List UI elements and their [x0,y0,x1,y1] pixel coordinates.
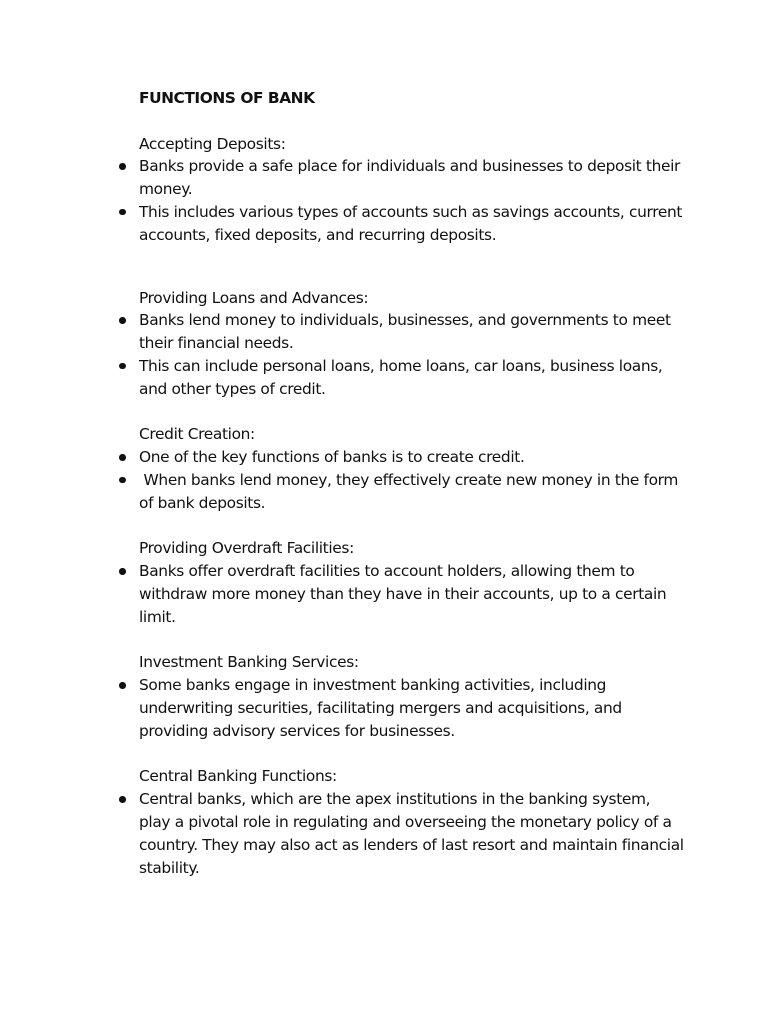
section-heading: Providing Overdraft Facilities: [139,539,354,558]
section-credit-creation [139,423,684,514]
list-item-text: This can include personal loans, home loans, car loans, business loans, and other types of credit. [139,356,663,398]
list-item [139,560,684,628]
list-item-text: Banks offer overdraft facilities to account holders, allowing them to withdraw more money than they have in their accounts, up to a certain limit. [139,562,667,626]
list-item-text: Banks provide a safe place for individuals and businesses to deposit their money. [139,157,681,199]
bullet-icon [119,454,126,461]
bullet-icon [119,796,126,803]
bullet-list [139,309,684,400]
section-overdraft-facilities [139,537,684,628]
list-item-text: When banks lend money, they effectively create new money in the form of bank deposits. [139,470,683,512]
list-item [139,446,684,469]
spacer [139,743,684,766]
bullet-icon [119,163,126,170]
section-heading: Central Banking Functions: [139,767,337,786]
section-accepting-deposits [139,133,684,247]
bullet-list [139,674,684,742]
list-item [139,355,684,401]
list-item-text: Some banks engage in investment banking activities, including underwriting securities, facilitating mergers and acquisitions, and providing advisory services for businesses. [139,676,622,740]
bullet-icon [119,317,126,324]
list-item-text: Central banks, which are the apex institutions in the banking system, play a pivotal role in regulating and overseeing the monetary policy of a country. They may also act as lenders of last resort and maintain financial stability. [139,790,684,877]
section-investment-banking [139,651,684,742]
list-item [139,788,684,879]
list-item [139,201,684,247]
spacer [139,515,684,538]
section-heading: Investment Banking Services: [139,653,359,672]
bullet-icon [119,568,126,575]
list-item-text: This includes various types of accounts such as savings accounts, current accounts, fixed deposits, and recurring deposits. [139,202,683,244]
section-heading: Accepting Deposits: [139,134,286,153]
section-heading: Providing Loans and Advances: [139,288,369,307]
bullet-list [139,560,684,628]
bullet-list [139,446,684,514]
list-item [139,309,684,355]
document-title: FUNCTIONS OF BANK [139,89,315,107]
spacer [139,247,684,287]
list-item-text: Banks lend money to individuals, businesses, and governments to meet their financial needs. [139,311,671,353]
list-item [139,155,684,201]
list-item-text: One of the key functions of banks is to create credit. [139,448,525,467]
bullet-icon [119,477,126,484]
section-central-banking [139,765,684,879]
list-item [139,469,684,515]
bullet-icon [119,209,126,216]
spacer [139,401,684,424]
section-heading: Credit Creation: [139,425,255,444]
bullet-icon [119,363,126,370]
spacer [139,629,684,652]
section-providing-loans [139,287,684,401]
list-item [139,674,684,742]
bullet-list [139,155,684,246]
bullet-icon [119,682,126,689]
document-body [139,87,684,879]
bullet-list [139,788,684,879]
